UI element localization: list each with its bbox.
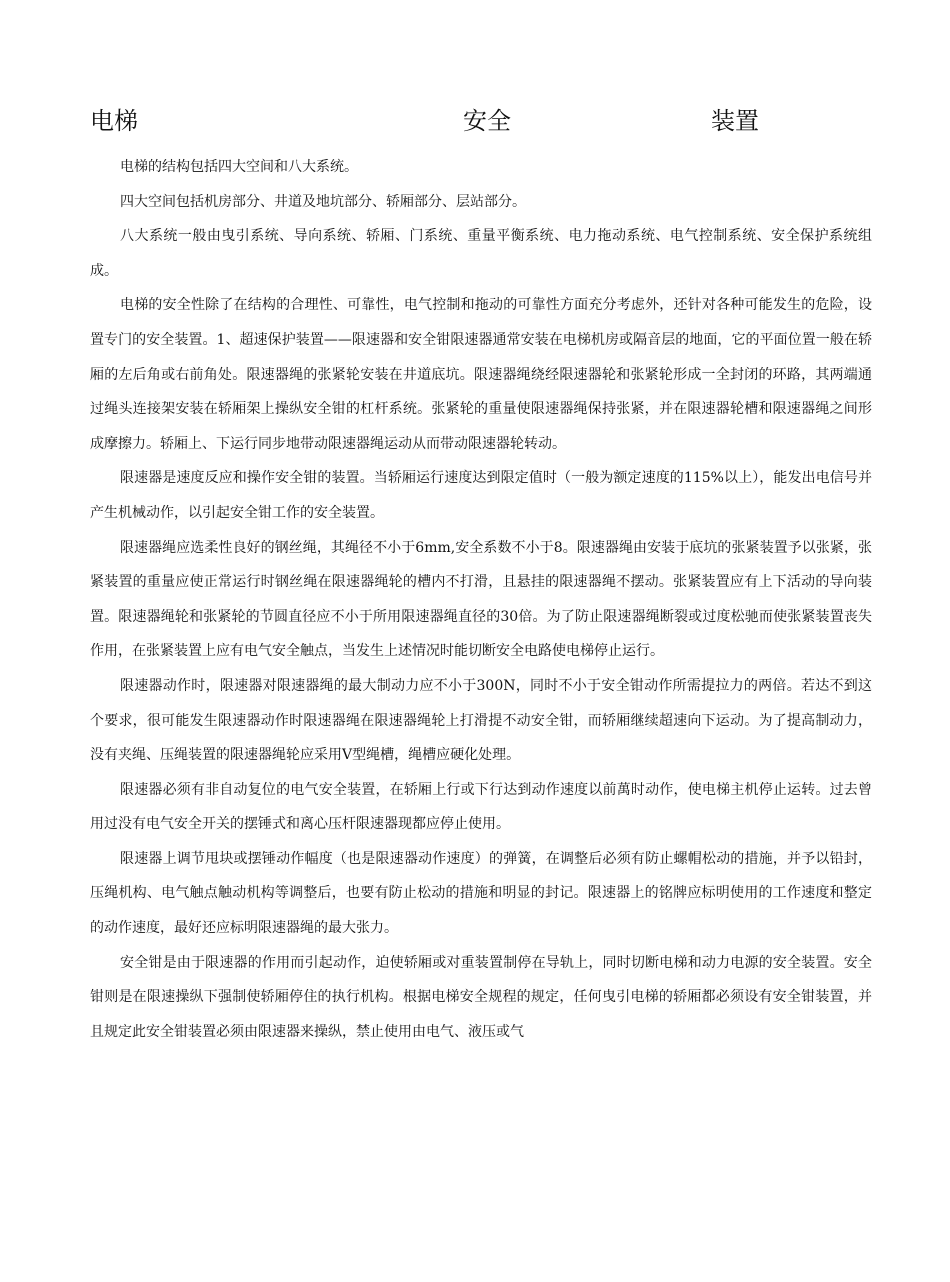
- title-part-safety: 安全: [463, 107, 511, 135]
- title-part-elevator: 电梯: [90, 107, 138, 135]
- paragraph: 限速器上调节甩块或摆锤动作幅度（也是限速器动作速度）的弹簧，在调整后必须有防止螺帽松动的措施，并予以铅封，压绳机构、电气触点触动机构等调整后，也要有防止松动的措施和明显的封记。限速器上的铭牌应标明使用的工作速度和整定的动作速度，最好还应标明限速器绳的最大张力。: [90, 850, 872, 937]
- paragraph: 限速器必须有非自动复位的电气安全装置，在轿厢上行或下行达到动作速度以前萬时动作，使电梯主机停止运转。过去曾用过没有电气安全开关的摆锤式和离心压杆限速器现都应停止使用。: [90, 781, 872, 833]
- document-body: [90, 150, 872, 1049]
- paragraph: 限速器是速度反应和操作安全钳的装置。当轿厢运行速度达到限定值时（一般为额定速度的115%以上），能发出电信号并产生机械动作，以引起安全钳工作的安全装置。: [90, 470, 872, 521]
- paragraph: 四大空间包括机房部分、井道及地坑部分、轿厢部分、层站部分。: [120, 193, 526, 210]
- paragraph: 限速器动作时，限速器对限速器绳的最大制动力应不小于300N，同时不小于安全钳动作所需提拉力的两倍。若达不到这个要求，很可能发生限速器动作时限速器绳在限速器绳轮上打滑提不动安全钳，而轿厢继续超速向下运动。为了提高制动力，没有夹绳、压绳装置的限速器绳轮应采用V型绳槽，绳槽应硬化处理。: [90, 677, 872, 764]
- paragraph: 电梯的结构包括四大空间和八大系统。: [120, 159, 358, 175]
- title-part-device: 装置: [711, 107, 759, 135]
- paragraph: 电梯的安全性除了在结构的合理性、可靠性，电气控制和拖动的可靠性方面充分考虑外，还针对各种可能发生的危险，设置专门的安全装置。1、超速保护装置——限速器和安全钳限速器通常安装在电梯机房或隔音层的地面，它的平面位置一般在轿厢的左后角或右前角处。限速器绳的张紧轮安装在井道底坑。限速器绳绕经限速器轮和张紧轮形成一全封闭的环路，其两端通过绳头连接架安装在轿厢架上操纵安全钳的杠杆系统。张紧轮的重量使限速器绳保持张紧，并在限速器轮槽和限速器绳之间形成摩擦力。轿厢上、下运行同步地带动限速器绳运动从而带动限速器轮转动。: [90, 297, 872, 452]
- paragraph: 安全钳是由于限速器的作用而引起动作，迫使轿厢或对重装置制停在导轨上，同时切断电梯和动力电源的安全装置。安全钳则是在限速操纵下强制使轿厢停住的执行机构。根据电梯安全规程的规定，任何曳引电梯的轿厢都必须设有安全钳装置，并且规定此安全钳装置必须由限速器来操纵，禁止使用由电气、液压或气: [90, 954, 872, 1040]
- document-title: [90, 104, 870, 138]
- paragraph: 限速器绳应选柔性良好的钢丝绳，其绳径不小于6mm,安全系数不小于8。限速器绳由安装于底坑的张紧装置予以张紧，张紧装置的重量应使正常运行时钢丝绳在限速器绳轮的槽内不打滑，且悬挂的限速器绳不摆动。张紧装置应有上下活动的导向装置。限速器绳轮和张紧轮的节圆直径应不小于所用限速器绳直径的30倍。为了防止限速器绳断裂或过度松驰而使张紧装置丧失作用，在张紧装置上应有电气安全触点，当发生上述情况时能切断安全电路使电梯停止运行。: [90, 539, 872, 660]
- paragraph: 八大系统一般由曳引系统、导向系统、轿厢、门系统、重量平衡系统、电力拖动系统、电气控制系统、安全保护系统组成。: [90, 228, 872, 279]
